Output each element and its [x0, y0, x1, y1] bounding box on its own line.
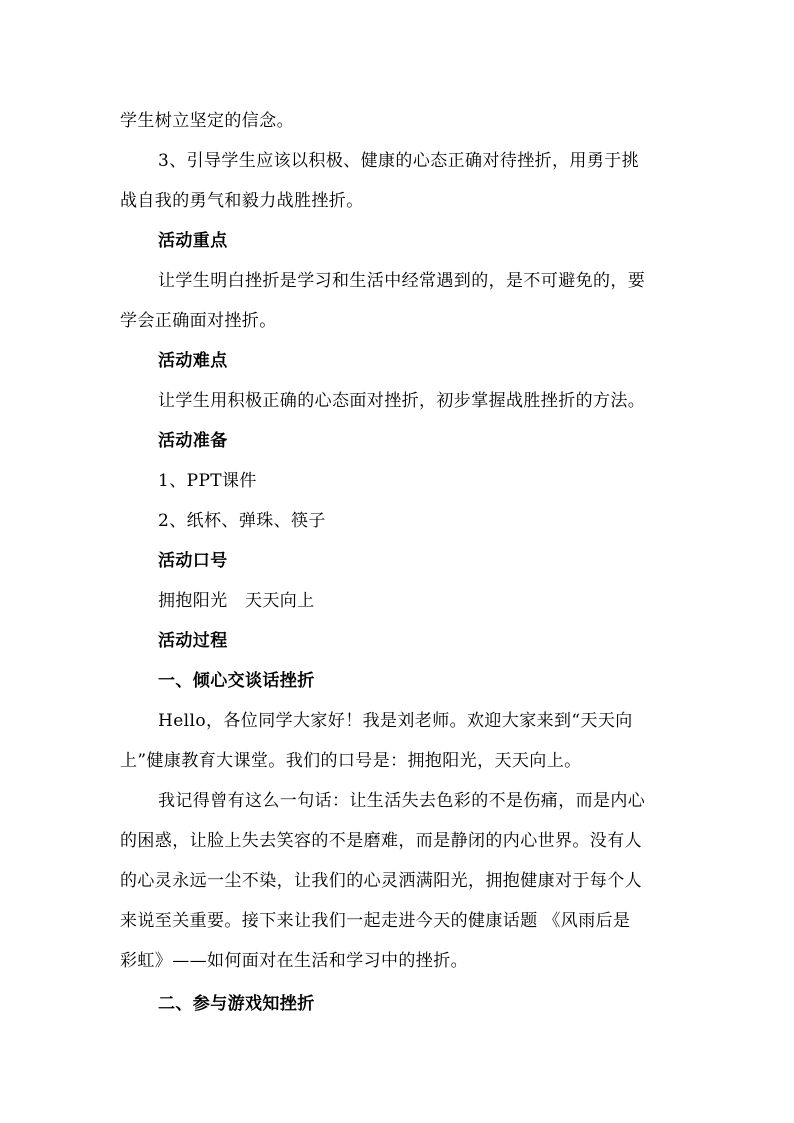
paragraph-line: 的困惑，让脸上失去笑容的不是磨难，而是静闭的内心世界。没有人 [120, 831, 642, 851]
slogan-text: 拥抱阳光 天天向上 [158, 591, 315, 611]
section-heading-key-points: 活动重点 [158, 231, 228, 251]
paragraph-line: 的心灵永远一尘不染，让我们的心灵洒满阳光，拥抱健康对于每个人 [120, 871, 642, 891]
section-heading-difficulties: 活动难点 [158, 351, 228, 371]
paragraph-line: 来说至关重要。接下来让我们一起走进今天的健康话题 《风雨后是 [120, 911, 631, 931]
list-item: 2、纸杯、弹珠、筷子 [158, 511, 326, 531]
paragraph-line: 彩虹》——如何面对在生活和学习中的挫折。 [120, 951, 468, 971]
section-heading-slogan: 活动口号 [158, 551, 228, 571]
paragraph-line: 学生树立坚定的信念。 [120, 111, 294, 131]
paragraph-line: 学会正确面对挫折。 [120, 311, 277, 331]
paragraph-line: 让学生明白挫折是学习和生活中经常遇到的，是不可避免的，要 [158, 271, 646, 291]
list-item: 1、PPT课件 [158, 471, 257, 491]
paragraph-line: 战自我的勇气和毅力战胜挫折。 [120, 191, 364, 211]
section-heading-process: 活动过程 [158, 631, 228, 651]
step-1-heading: 一、倾心交谈话挫折 [158, 671, 315, 691]
objective-3-line: 3、引导学生应该以积极、健康的心态正确对待挫折，用勇于挑 [158, 151, 640, 171]
paragraph-line: 我记得曾有这么一句话：让生活失去色彩的不是伤痛，而是内心 [158, 791, 646, 811]
paragraph-line: 让学生用积极正确的心态面对挫折，初步掌握战胜挫折的方法。 [158, 391, 646, 411]
paragraph-line: Hello，各位同学大家好！我是刘老师。欢迎大家来到“天天向 [158, 711, 633, 731]
step-2-heading: 二、参与游戏知挫折 [158, 994, 315, 1014]
paragraph-line: 上”健康教育大课堂。我们的口号是：拥抱阳光，天天向上。 [120, 751, 582, 771]
section-heading-preparation: 活动准备 [158, 431, 228, 451]
